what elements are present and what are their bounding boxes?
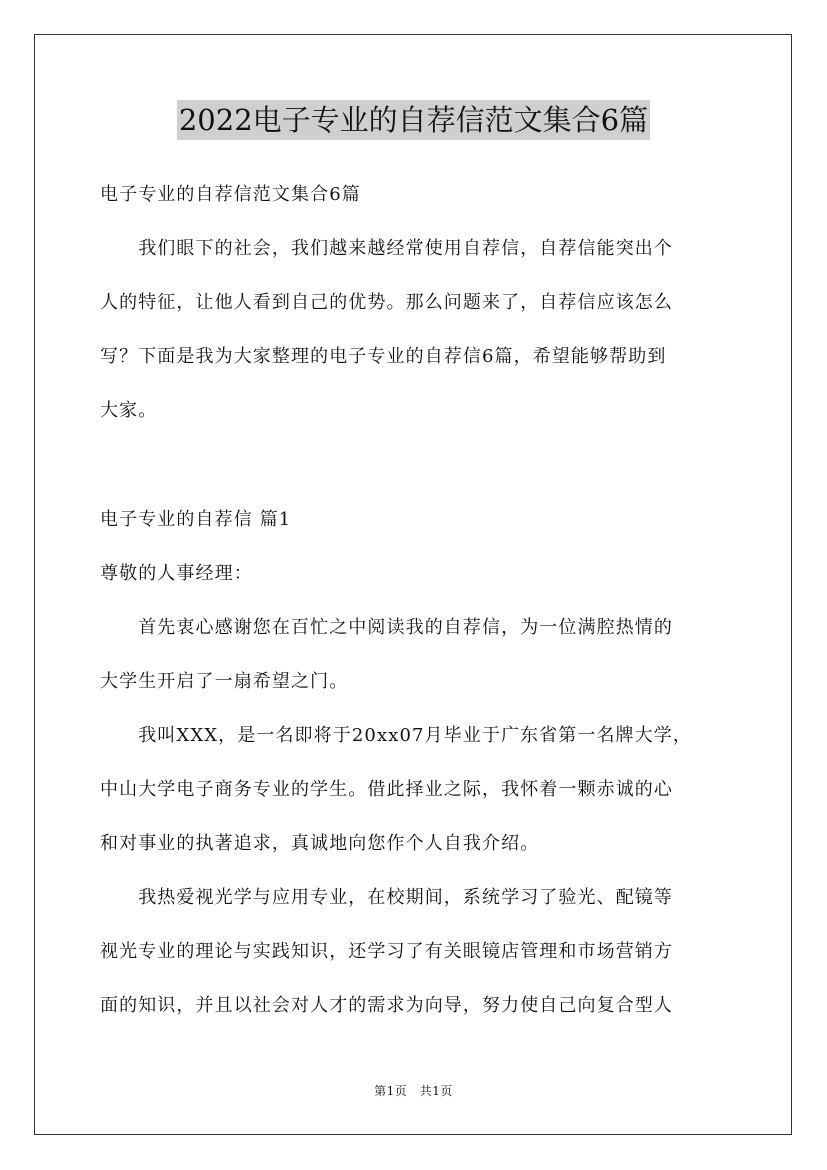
- subtitle-line: 电子专业的自荐信范文集合6篇: [100, 184, 361, 205]
- page-footer: 第1页 共1页: [374, 1084, 453, 1098]
- paragraph-line: 我热爱视光学与应用专业，在校期间，系统学习了验光、配镜等: [100, 887, 673, 908]
- paragraph-line: 大学生开启了一扇希望之门。: [100, 671, 349, 692]
- paragraph-line: 首先衷心感谢您在百忙之中阅读我的自荐信，为一位满腔热情的: [100, 617, 673, 638]
- document-title: 2022电子专业的自荐信范文集合6篇: [177, 100, 650, 140]
- paragraph-line: 写？下面是我为大家整理的电子专业的自荐信6篇，希望能够帮助到: [100, 346, 667, 367]
- paragraph-line: 中山大学电子商务专业的学生。借此择业之际，我怀着一颗赤诚的心: [100, 779, 673, 800]
- paragraph-line: 和对事业的执著追求，真诚地向您作个人自我介绍。: [100, 833, 540, 854]
- paragraph-line: 我们眼下的社会，我们越来越经常使用自荐信，自荐信能突出个: [100, 238, 673, 259]
- salutation: 尊敬的人事经理：: [100, 563, 253, 584]
- paragraph-line: 人的特征，让他人看到自己的优势。那么问题来了，自荐信应该怎么: [100, 292, 673, 313]
- paragraph-line: 视光专业的理论与实践知识，还学习了有关眼镜店管理和市场营销方: [100, 941, 673, 962]
- paragraph-line: 大家。: [100, 400, 158, 421]
- title-wrap: [0, 100, 827, 140]
- paragraph-line: 我叫XXX，是一名即将于20xx07月毕业于广东省第一名牌大学，: [100, 725, 692, 746]
- paragraph-line: 面的知识，并且以社会对人才的需求为向导，努力使自己向复合型人: [100, 995, 673, 1016]
- section-heading: 电子专业的自荐信 篇1: [100, 509, 292, 530]
